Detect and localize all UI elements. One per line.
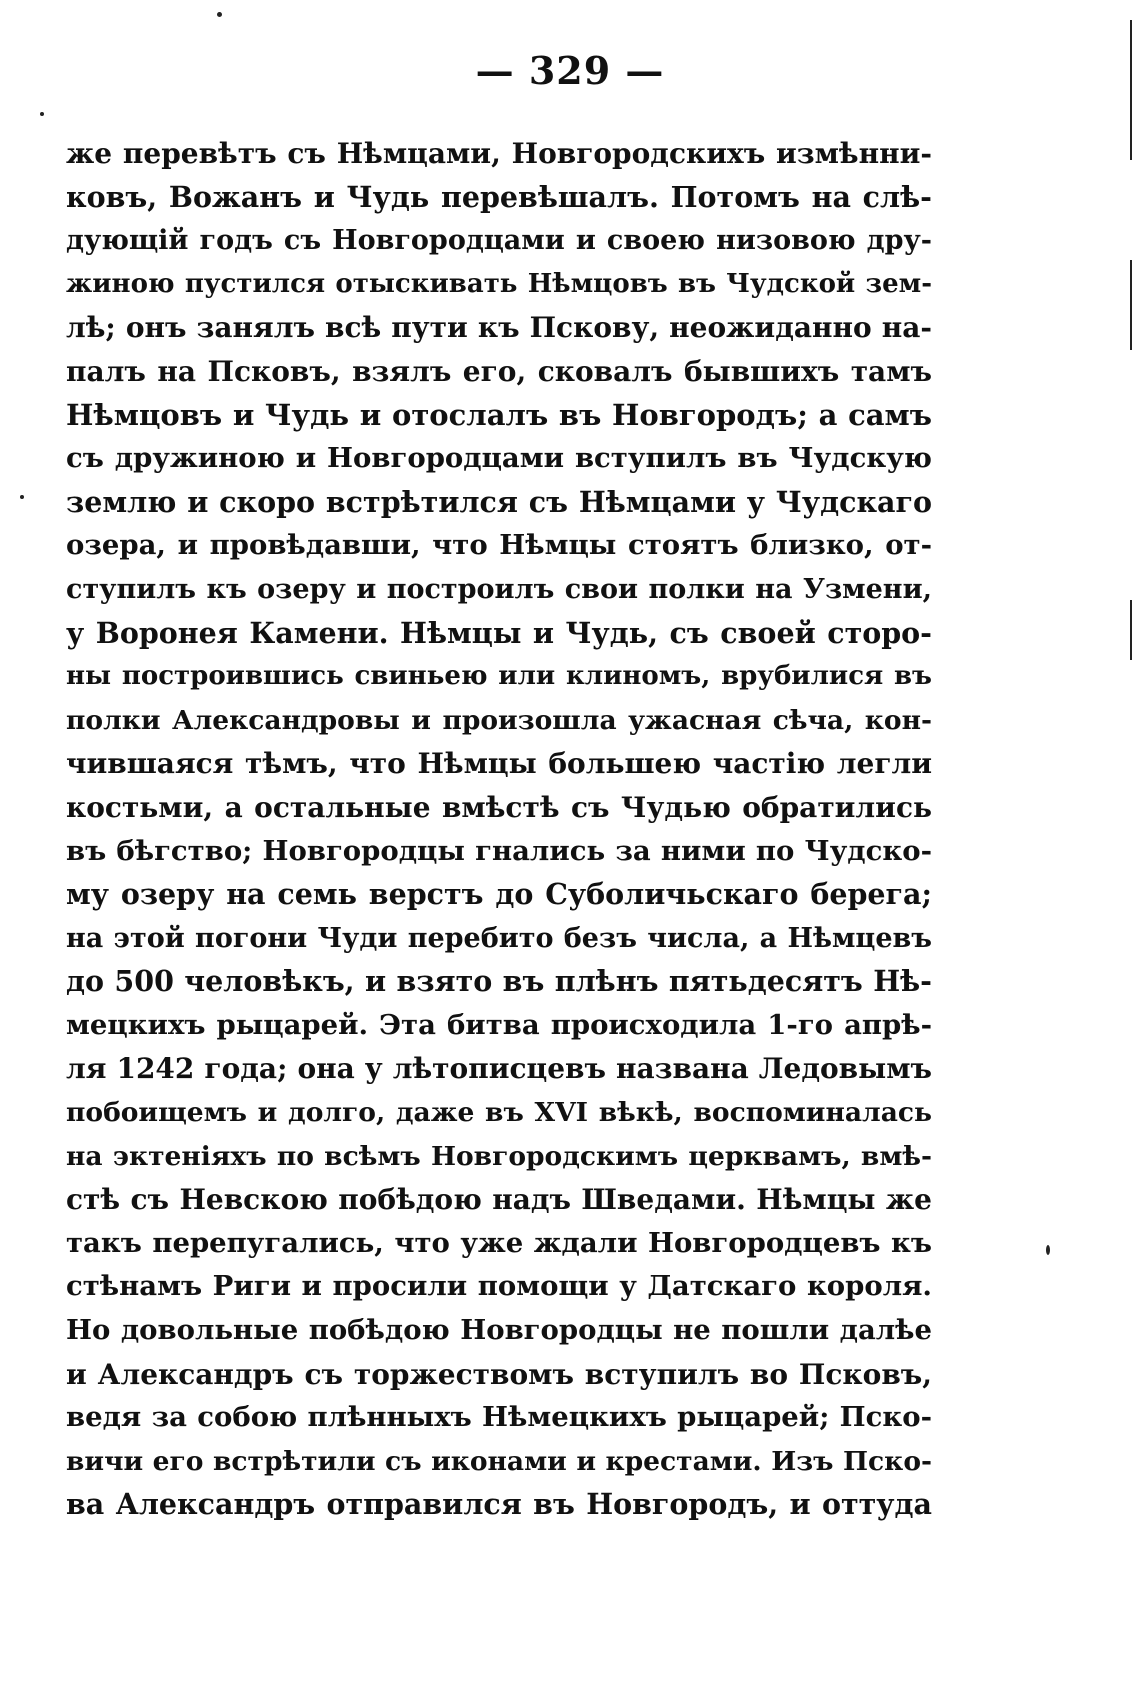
- text-line: же перевѣтъ съ Нѣмцами, Новгородскихъ измѣнни-: [66, 137, 932, 170]
- text-line: чившаяся тѣмъ, что Нѣмцы большею частію легли: [66, 747, 932, 781]
- text-line: му озеру на семь верстъ до Суболичьскаго берега;: [66, 877, 932, 912]
- text-line: ва Александръ отправился въ Новгородъ, и оттуда: [66, 1487, 932, 1522]
- page-number: — 329 —: [475, 48, 665, 93]
- text-line: стѣ съ Невскою побѣдою надъ Шведами. Нѣмцы же: [66, 1183, 932, 1217]
- text-line: озера, и провѣдавши, что Нѣмцы стоятъ близко, от-: [66, 529, 932, 562]
- text-line: ступилъ къ озеру и построилъ свои полки на Узмени,: [66, 573, 932, 605]
- scan-speck: [1046, 1245, 1050, 1255]
- text-line: съ дружиною и Новгородцами вступилъ въ Чудскую: [66, 442, 932, 475]
- text-line: землю и скоро встрѣтился съ Нѣмцами у Чудскаго: [66, 484, 932, 519]
- text-line: лѣ; онъ занялъ всѣ пути къ Пскову, неожиданно на-: [66, 311, 932, 345]
- text-line: на этой погони Чуди перебито безъ числа, а Нѣмцевъ: [66, 922, 932, 954]
- text-line: ны построившись свиньею или клиномъ, врубилися въ: [66, 661, 932, 692]
- scan-speck: [40, 112, 44, 116]
- text-line: до 500 человѣкъ, и взято въ плѣнъ пятьдесятъ Нѣ-: [66, 964, 932, 999]
- text-line: палъ на Псковъ, взялъ его, сковалъ бывшихъ тамъ: [66, 354, 932, 388]
- text-line: у Воронея Камени. Нѣмцы и Чудь, съ своей сторо-: [66, 615, 932, 650]
- text-line: дующій годъ съ Новгородцами и своею низовою дру-: [66, 225, 932, 257]
- text-line: ля 1242 года; она у лѣтописцевъ названа Ледовымъ: [66, 1052, 932, 1086]
- text-line: побоищемъ и долго, даже въ XVI вѣкѣ, воспоминалась: [66, 1097, 932, 1129]
- text-line: жиною пустился отыскивать Нѣмцовъ въ Чудской зем-: [66, 268, 932, 299]
- text-line: Нѣмцовъ и Чудь и отослалъ въ Новгородъ; а самъ: [66, 397, 932, 432]
- text-line: Но довольные побѣдою Новгородцы не пошли далѣе: [66, 1314, 932, 1347]
- scan-edge-marks: [1128, 0, 1134, 1687]
- text-line: вичи его встрѣтили съ иконами и крестами. Изъ Пско-: [66, 1445, 932, 1477]
- text-line: мецкихъ рыцарей. Эта битва происходила 1-го апрѣ-: [66, 1008, 932, 1041]
- text-line: стѣнамъ Риги и просили помощи у Датскаго короля.: [66, 1270, 932, 1303]
- text-line: ковъ, Вожанъ и Чудь перевѣшалъ. Потомъ на слѣ-: [66, 179, 932, 214]
- text-line: на эктеніяхъ по всѣмъ Новгородскимъ церквамъ, вмѣ-: [66, 1140, 932, 1172]
- text-line: въ бѣгство; Новгородцы гнались за ними по Чудско-: [66, 834, 932, 867]
- body-text: [66, 132, 932, 1527]
- text-line: полки Александровы и произошла ужасная сѣча, кон-: [66, 704, 932, 736]
- text-line: ведя за собою плѣнныхъ Нѣмецкихъ рыцарей; Пско-: [66, 1401, 932, 1434]
- text-line: костьми, а остальные вмѣстѣ съ Чудью обратились: [66, 790, 932, 824]
- scan-speck: [217, 12, 222, 17]
- scan-speck: [20, 495, 24, 499]
- text-line: и Александръ съ торжествомъ вступилъ во Псковъ,: [66, 1357, 932, 1391]
- text-line: такъ перепугались, что уже ждали Новгородцевъ къ: [66, 1226, 932, 1259]
